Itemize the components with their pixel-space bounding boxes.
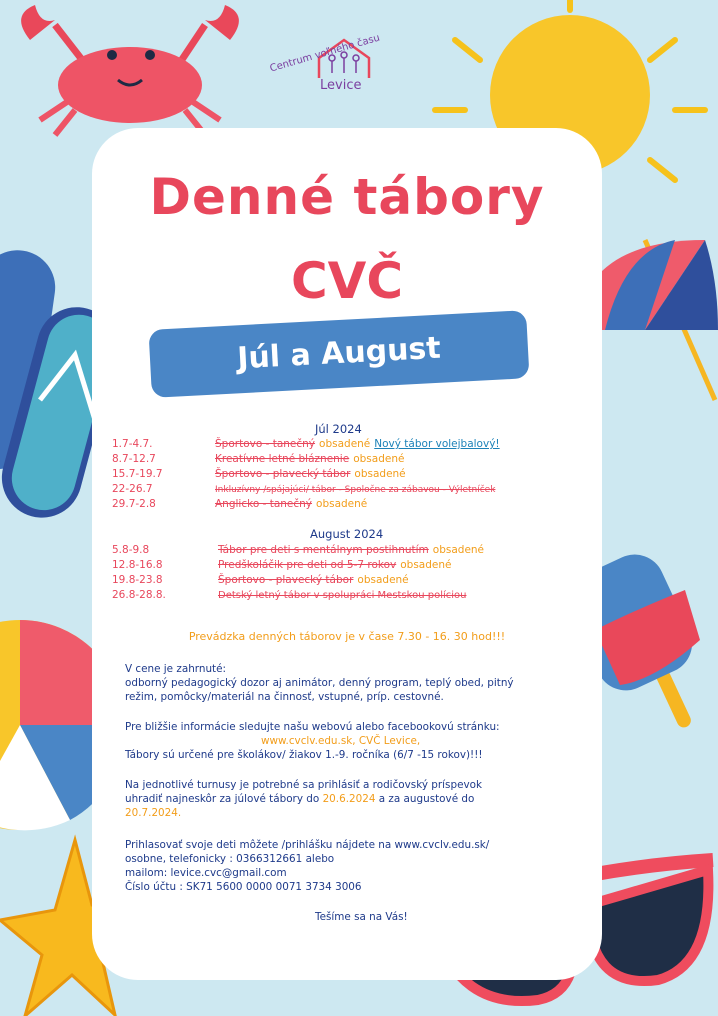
camp-name: Predškoláčik pre deti od 5-7 rokov	[218, 559, 397, 571]
page-title-line1: Denné tábory	[149, 168, 545, 226]
camp-date: 1.7-4.7.	[112, 438, 153, 450]
july-camp-row	[112, 438, 592, 452]
camp-date: 5.8-9.8	[112, 544, 150, 556]
price-line1: odborný pedagogický dozor aj animátor, denný program, teplý obed, pitný	[125, 677, 514, 689]
page-title-line2: CVČ	[290, 252, 404, 310]
contact-email: mailom: levice.cvc@gmail.com	[125, 867, 287, 879]
contact-account: Číslo účtu : SK71 5600 0000 0071 3734 3006	[125, 881, 362, 893]
camp-name: Športovo - plavecký tábor	[218, 574, 354, 586]
august-deadline: 20.7.2024.	[125, 807, 182, 819]
camp-name: Športovo - plavecký tábor	[215, 468, 351, 480]
camp-date: 26.8-28.8.	[112, 589, 166, 601]
price-block	[125, 662, 595, 704]
camp-status-badge: obsadené	[357, 574, 409, 586]
operating-hours: Prevádzka denných táborov je v čase 7.30 - 16. 30 hod!!!	[188, 630, 506, 643]
camp-name: Športovo - tanečný	[215, 438, 316, 450]
july-camp-row	[112, 453, 592, 467]
august-camp-row	[112, 559, 592, 573]
august-heading: August 2024	[310, 527, 384, 541]
camp-date: 19.8-23.8	[112, 574, 163, 586]
payment-line1: Na jednotlivé turnusy je potrebné sa prihlásiť a rodičovský príspevok	[125, 779, 482, 791]
contact-line1: Prihlasovať svoje deti môžete /prihlášku nájdete na www.cvclv.edu.sk/	[125, 839, 490, 851]
logo-line2: Levice	[320, 78, 362, 93]
camp-name: Tábor pre deti s mentálnym postihnutím	[218, 544, 429, 556]
july-camp-row	[112, 468, 592, 482]
camp-date: 22-26.7	[112, 483, 153, 495]
camp-status-badge: obsadené	[354, 468, 406, 480]
new-camp-note[interactable]: Nový tábor volejbalový!	[374, 438, 500, 450]
logo-line1: Centrum voľného času	[268, 32, 382, 75]
camp-status-badge: obsadené	[319, 438, 371, 450]
months-banner-label: Júl a August	[236, 330, 442, 377]
closing-text: Tešíme sa na Vás!	[315, 911, 408, 923]
contact-phone: osobne, telefonicky : 0366312661 alebo	[125, 853, 335, 865]
july-deadline: 20.6.2024	[322, 793, 376, 805]
info-line3: Tábory sú určené pre školákov/ žiakov 1.-9. ročníka (6/7 -15 rokov)!!!	[125, 749, 483, 761]
camp-name: Detský letný tábor v spolupráci Mestskou políciou	[218, 590, 467, 601]
camp-status-badge: obsadené	[316, 498, 368, 510]
contact-block	[125, 838, 595, 894]
cvc-logo	[264, 28, 394, 98]
info-block	[125, 720, 595, 762]
july-heading: Júl 2024	[315, 422, 362, 436]
camp-status-badge: obsadené	[353, 453, 405, 465]
camp-status-badge: obsadené	[400, 559, 452, 571]
camp-date: 15.7-19.7	[112, 468, 163, 480]
august-camp-row	[112, 589, 592, 603]
august-camp-row	[112, 574, 592, 588]
payment-block	[125, 778, 595, 820]
payment-line2b: a za augustové do	[378, 793, 475, 805]
camp-name: Anglicko - tanečný	[215, 498, 313, 510]
camp-name: Kreatívne letné bláznenie	[215, 453, 350, 465]
camp-date: 8.7-12.7	[112, 453, 156, 465]
camp-status-badge: obsadené	[432, 544, 485, 556]
website-link[interactable]: www.cvclv.edu.sk, CVČ Levice,	[261, 735, 421, 747]
payment-line2a: uhradiť najneskôr za júlové tábory do	[125, 793, 320, 805]
camp-name: Inkluzívny /spájajúci/ tábor - Spoločne za zábavou - Výletníček	[215, 485, 496, 495]
price-heading: V cene je zahrnuté:	[125, 663, 227, 675]
camp-date: 29.7-2.8	[112, 498, 156, 510]
info-line1: Pre bližšie informácie sledujte našu webovú alebo facebookovú stránku:	[125, 721, 500, 733]
july-camp-row	[112, 498, 592, 512]
camp-date: 12.8-16.8	[112, 559, 163, 571]
payment-line2	[125, 792, 595, 806]
august-camp-row	[112, 544, 592, 558]
price-line2: režim, pomôcky/materiál na činnosť, vstupné, príp. cestovné.	[125, 691, 444, 703]
july-camp-row	[112, 483, 592, 497]
